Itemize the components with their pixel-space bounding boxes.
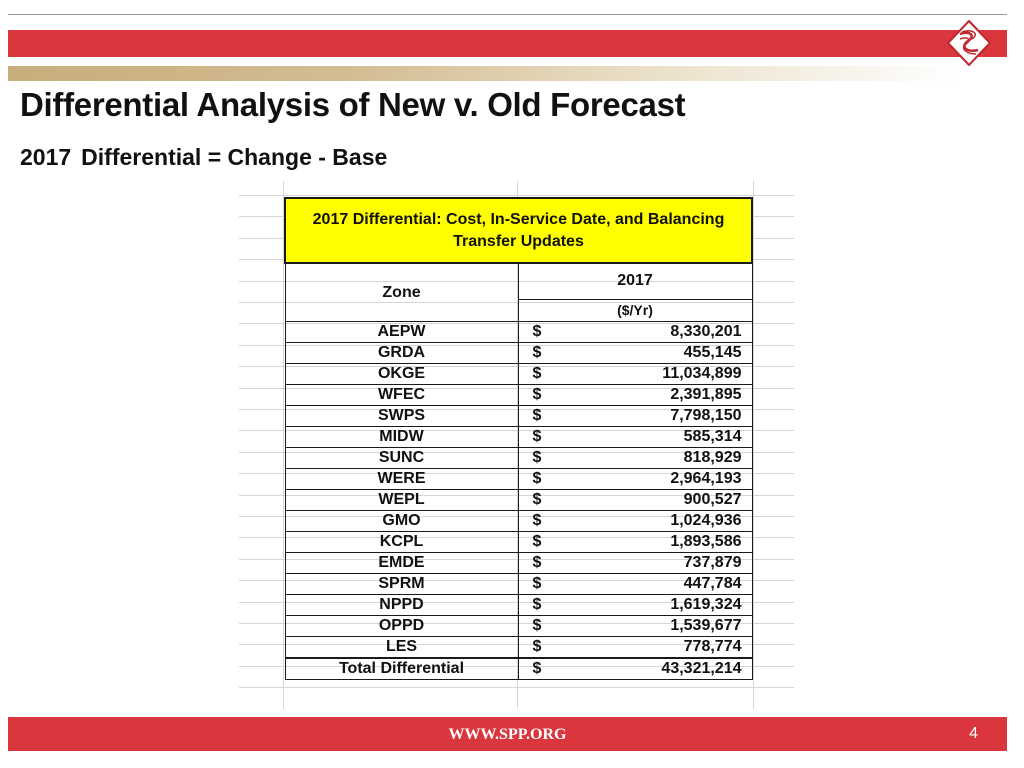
table-header: 2017 Differential: Cost, In-Service Date, and Balancing Transfer Updates (285, 198, 752, 263)
value-cell (518, 595, 752, 616)
gridline-vertical (753, 181, 754, 709)
currency-symbol: $ (532, 638, 542, 655)
table-row (285, 574, 752, 595)
total-amount: 43,321,214 (661, 660, 742, 677)
value-amount: 7,798,150 (670, 407, 742, 424)
zone-column-header: Zone (285, 263, 518, 322)
table-row (285, 490, 752, 511)
currency-symbol: $ (532, 386, 542, 403)
zone-cell: LES (285, 637, 518, 659)
value-amount: 1,024,936 (670, 512, 742, 529)
table-row (285, 532, 752, 553)
value-cell (518, 427, 752, 448)
value-cell (518, 574, 752, 595)
value-cell (518, 322, 752, 343)
value-amount: 585,314 (683, 428, 742, 445)
value-amount: 2,964,193 (670, 470, 742, 487)
slide-title: Differential Analysis of New v. Old Forecast (20, 86, 686, 123)
subtitle-year: 2017 (20, 144, 72, 170)
currency-symbol: $ (532, 617, 542, 634)
value-cell (518, 553, 752, 574)
table-row (285, 448, 752, 469)
value-amount: 455,145 (683, 344, 742, 361)
value-cell (518, 448, 752, 469)
value-amount: 1,893,586 (670, 533, 742, 550)
header-bar (8, 30, 1007, 57)
table-row (285, 343, 752, 364)
value-amount: 8,330,201 (670, 323, 742, 340)
value-amount: 900,527 (683, 491, 742, 508)
table-row (285, 637, 752, 659)
currency-symbol: $ (532, 575, 542, 592)
zone-cell: AEPW (285, 322, 518, 343)
value-cell (518, 637, 752, 659)
currency-symbol: $ (532, 554, 542, 571)
table-row (285, 322, 752, 343)
value-amount: 1,539,677 (670, 617, 742, 634)
value-amount: 737,879 (683, 554, 742, 571)
value-cell (518, 616, 752, 637)
value-cell (518, 511, 752, 532)
total-row (285, 658, 752, 680)
value-cell (518, 532, 752, 553)
currency-symbol: $ (532, 365, 542, 382)
currency-symbol: $ (532, 470, 542, 487)
subtitle-text: Differential = Change - Base (81, 144, 388, 170)
page-number: 4 (969, 725, 978, 742)
value-amount: 1,619,324 (670, 596, 742, 613)
value-cell (518, 469, 752, 490)
currency-symbol: $ (532, 449, 542, 466)
currency-symbol: $ (532, 596, 542, 613)
currency-symbol: $ (532, 344, 542, 361)
value-cell (518, 490, 752, 511)
value-cell (518, 406, 752, 427)
value-cell (518, 364, 752, 385)
spreadsheet-image (239, 181, 794, 709)
value-amount: 447,784 (683, 575, 742, 592)
currency-symbol: $ (532, 407, 542, 424)
value-amount: 778,774 (683, 638, 742, 655)
value-cell (518, 385, 752, 406)
footer-bar (8, 717, 1007, 751)
zone-cell: WEPL (285, 490, 518, 511)
zone-cell: NPPD (285, 595, 518, 616)
zone-cell: WFEC (285, 385, 518, 406)
table-row (285, 469, 752, 490)
table-row (285, 511, 752, 532)
column-header-row (285, 263, 752, 299)
zone-cell: KCPL (285, 532, 518, 553)
zone-cell: GRDA (285, 343, 518, 364)
value-amount: 11,034,899 (662, 365, 742, 382)
currency-symbol: $ (532, 428, 542, 445)
table-header-row (285, 198, 752, 263)
zone-cell: WERE (285, 469, 518, 490)
year-column-header: 2017 (518, 263, 752, 299)
table-row (285, 616, 752, 637)
table-row (285, 385, 752, 406)
currency-symbol: $ (532, 512, 542, 529)
table-row (285, 553, 752, 574)
table-row (285, 595, 752, 616)
currency-symbol: $ (532, 660, 542, 677)
table-row (285, 406, 752, 427)
currency-symbol: $ (532, 323, 542, 340)
total-label: Total Differential (285, 658, 518, 680)
value-cell (518, 343, 752, 364)
footer-url: WWW.SPP.ORG (448, 726, 567, 743)
value-amount: 818,929 (683, 449, 742, 466)
zone-cell: OKGE (285, 364, 518, 385)
table-row (285, 427, 752, 448)
zone-cell: SPRM (285, 574, 518, 595)
top-rule (8, 14, 1007, 15)
table-row (285, 364, 752, 385)
zone-cell: SWPS (285, 406, 518, 427)
zone-cell: GMO (285, 511, 518, 532)
currency-symbol: $ (532, 533, 542, 550)
differential-table (284, 197, 753, 680)
total-value-cell (518, 658, 752, 680)
unit-column-header: ($/Yr) (518, 299, 752, 321)
slide-subtitle (20, 144, 387, 171)
currency-symbol: $ (532, 491, 542, 508)
value-amount: 2,391,895 (670, 386, 742, 403)
zone-cell: OPPD (285, 616, 518, 637)
gridline-horizontal (239, 195, 794, 196)
accent-band (8, 66, 1007, 81)
zone-cell: SUNC (285, 448, 518, 469)
spp-logo-icon (946, 20, 992, 66)
gridline-horizontal (239, 687, 794, 688)
zone-cell: MIDW (285, 427, 518, 448)
zone-cell: EMDE (285, 553, 518, 574)
